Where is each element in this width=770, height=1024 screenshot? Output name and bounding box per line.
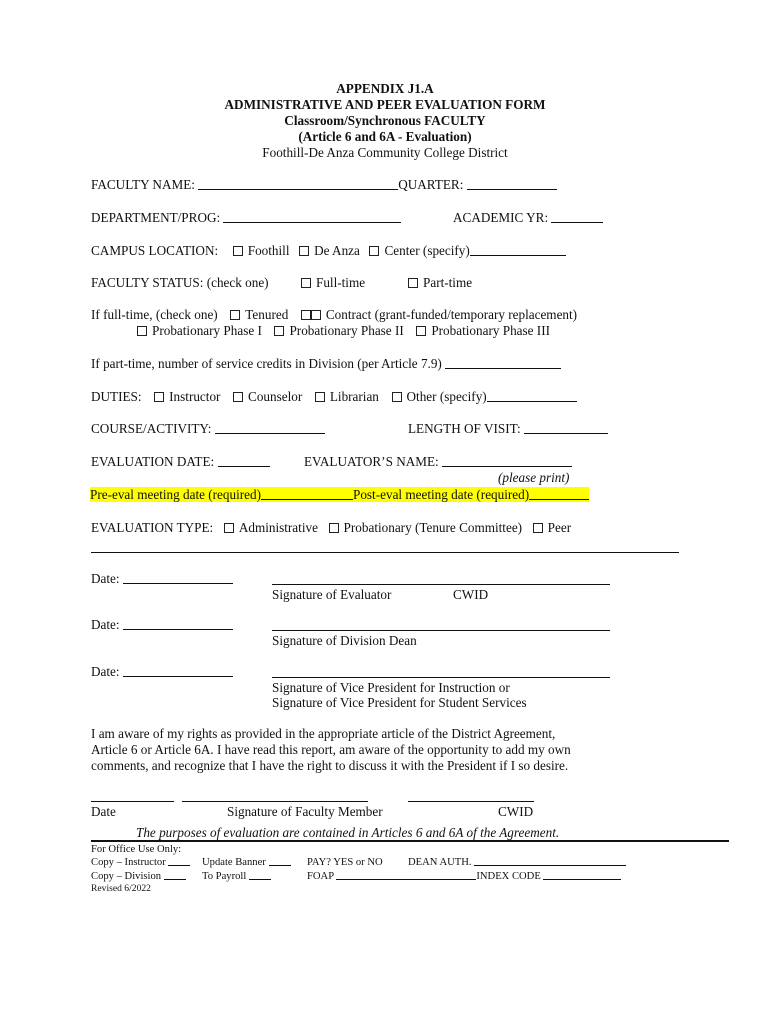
probationary-options-row	[137, 323, 550, 339]
to-payroll-field[interactable]	[249, 870, 271, 880]
vp-date-field[interactable]	[123, 665, 233, 677]
dean-auth-row	[408, 856, 626, 869]
ft-prob1-label: Probationary Phase I	[152, 323, 262, 338]
form-article: (Article 6 and 6A - Evaluation)	[298, 129, 472, 144]
dean-date-row	[91, 617, 233, 633]
dean-date-field[interactable]	[123, 618, 233, 630]
parttime-row	[91, 356, 561, 372]
campus-center-field[interactable]	[470, 244, 566, 256]
vp-signature-line[interactable]	[272, 677, 610, 678]
campus-foothill-label: Foothill	[247, 243, 290, 258]
evaluation-type-label: EVALUATION TYPE:	[91, 520, 214, 535]
copy-division-field[interactable]	[164, 870, 186, 880]
evaluation-type-row	[91, 520, 571, 536]
course-activity-row	[91, 421, 325, 437]
evaluator-signature-line[interactable]	[272, 584, 610, 585]
type-admin-checkbox[interactable]	[224, 523, 234, 533]
update-banner-field[interactable]	[269, 856, 291, 866]
index-code-field[interactable]	[543, 870, 621, 880]
type-peer-label: Peer	[547, 520, 572, 535]
department-row	[91, 210, 401, 226]
duty-instructor-checkbox[interactable]	[154, 392, 164, 402]
section-divider	[91, 552, 679, 553]
ft-contract-checkbox-extra	[311, 310, 321, 320]
to-payroll-row	[202, 870, 271, 883]
post-eval-label: Post-eval meeting date (required)	[353, 487, 530, 502]
status-fulltime-label: Full-time	[316, 275, 366, 290]
vp-student-label: Signature of Vice President for Student Services	[272, 695, 527, 710]
duties-row	[91, 389, 577, 405]
form-subtitle: Classroom/Synchronous FACULTY	[284, 113, 486, 128]
campus-location-row	[91, 243, 566, 259]
evaluator-date-row	[91, 571, 233, 587]
type-prob-checkbox[interactable]	[329, 523, 339, 533]
if-parttime-label: If part-time, number of service credits in Division (per Article 7.9)	[91, 356, 442, 371]
form-title: ADMINISTRATIVE AND PEER EVALUATION FORM	[224, 97, 546, 112]
ft-contract-checkbox[interactable]	[301, 310, 311, 320]
evaluation-date-label: EVALUATION DATE:	[91, 454, 215, 469]
duty-other-label: Other (specify)	[406, 389, 487, 404]
acknowledgement-line-1: I am aware of my rights as provided in the appropriate article of the District Agreement,	[91, 726, 556, 741]
purpose-note: The purposes of evaluation are contained in Articles 6 and 6A of the Agreement.	[136, 825, 560, 840]
academic-yr-label: ACADEMIC YR:	[453, 210, 549, 225]
status-parttime-label: Part-time	[423, 275, 473, 290]
foap-label: FOAP	[307, 871, 334, 882]
vp-instruction-label: Signature of Vice President for Instruction or	[272, 680, 510, 695]
to-payroll-label: To Payroll	[202, 871, 247, 882]
faculty-date-line[interactable]	[91, 801, 174, 802]
faculty-name-field[interactable]	[198, 178, 398, 190]
vp-date-row	[91, 664, 233, 680]
type-prob-label: Probationary (Tenure Committee)	[343, 520, 523, 535]
fulltime-options-row	[91, 307, 577, 323]
bottom-rule	[91, 840, 729, 842]
vp-date-label: Date:	[91, 664, 120, 679]
duty-other-field[interactable]	[487, 390, 577, 402]
duty-counselor-label: Counselor	[248, 389, 303, 404]
evaluator-name-row	[304, 454, 572, 470]
ft-prob1-checkbox[interactable]	[137, 326, 147, 336]
academic-yr-row	[453, 210, 603, 226]
campus-deanza-checkbox[interactable]	[299, 246, 309, 256]
duties-label: DUTIES:	[91, 389, 142, 404]
faculty-status-label: FACULTY STATUS: (check one)	[91, 275, 269, 290]
evaluator-date-label: Date:	[91, 571, 120, 586]
copy-division-label: Copy – Division	[91, 871, 162, 882]
if-fulltime-label: If full-time, (check one)	[91, 307, 218, 322]
campus-center-checkbox[interactable]	[369, 246, 379, 256]
evaluation-date-row	[91, 454, 270, 470]
department-label: DEPARTMENT/PROG:	[91, 210, 221, 225]
course-activity-field[interactable]	[215, 422, 325, 434]
duty-instructor-label: Instructor	[169, 389, 221, 404]
ft-prob2-label: Probationary Phase II	[289, 323, 404, 338]
length-of-visit-label: LENGTH OF VISIT:	[408, 421, 521, 436]
course-activity-label: COURSE/ACTIVITY:	[91, 421, 212, 436]
dean-auth-label: DEAN AUTH.	[408, 857, 472, 868]
pay-label: PAY? YES or NO	[307, 857, 383, 868]
evaluator-signature-label: Signature of Evaluator	[272, 587, 392, 602]
faculty-name-label: FACULTY NAME:	[91, 177, 195, 192]
duty-counselor-checkbox[interactable]	[233, 392, 243, 402]
ft-tenured-label: Tenured	[245, 307, 289, 322]
service-credits-field[interactable]	[445, 357, 561, 369]
evaluator-name-field[interactable]	[442, 455, 572, 467]
office-use-title: For Office Use Only:	[91, 844, 182, 855]
dean-signature-label: Signature of Division Dean	[272, 633, 417, 648]
acknowledgement-line-2: Article 6 or Article 6A. I have read this report, am aware of the opportunity to add my own	[91, 742, 571, 757]
type-admin-label: Administrative	[238, 520, 318, 535]
length-of-visit-row	[408, 421, 608, 437]
faculty-signature-line[interactable]	[182, 801, 368, 802]
faculty-signature-label: Signature of Faculty Member	[227, 804, 383, 819]
ft-prob2-checkbox[interactable]	[274, 326, 284, 336]
revised-date: Revised 6/2022	[91, 883, 151, 894]
duty-librarian-label: Librarian	[329, 389, 379, 404]
evaluation-date-field[interactable]	[218, 455, 270, 467]
quarter-label: QUARTER:	[398, 177, 464, 192]
campus-foothill-checkbox[interactable]	[233, 246, 243, 256]
foap-row	[307, 870, 621, 883]
district-name: Foothill-De Anza Community College District	[262, 145, 508, 160]
pre-eval-label: Pre-eval meeting date (required)	[90, 487, 261, 502]
campus-center-label: Center (specify)	[384, 243, 470, 258]
status-fulltime-option	[301, 275, 365, 291]
appendix-title: APPENDIX J1.A	[336, 81, 434, 96]
faculty-name-row	[91, 177, 557, 193]
dean-date-label: Date:	[91, 617, 120, 632]
faculty-date-label: Date	[91, 804, 116, 819]
department-field[interactable]	[223, 211, 401, 223]
please-print-note: (please print)	[498, 470, 570, 485]
ft-tenured-checkbox[interactable]	[230, 310, 240, 320]
dean-auth-field[interactable]	[474, 856, 626, 866]
copy-instructor-field[interactable]	[168, 856, 190, 866]
foap-field[interactable]	[336, 870, 476, 880]
copy-instructor-label: Copy – Instructor	[91, 857, 166, 868]
type-peer-checkbox[interactable]	[533, 523, 543, 533]
post-eval-field[interactable]	[529, 488, 589, 500]
faculty-cwid-label: CWID	[498, 804, 534, 819]
evaluator-date-field[interactable]	[123, 572, 233, 584]
ft-prob3-label: Probationary Phase III	[431, 323, 550, 338]
academic-yr-field[interactable]	[551, 211, 603, 223]
pre-eval-field[interactable]	[261, 488, 353, 500]
duty-other-checkbox[interactable]	[392, 392, 402, 402]
ft-prob3-checkbox[interactable]	[416, 326, 426, 336]
quarter-field[interactable]	[467, 178, 557, 190]
update-banner-row	[202, 856, 291, 869]
evaluator-cwid-label: CWID	[453, 587, 489, 602]
status-parttime-option	[408, 275, 472, 291]
dean-signature-line[interactable]	[272, 630, 610, 631]
meeting-dates-row	[90, 487, 589, 503]
copy-division-row	[91, 870, 186, 883]
campus-deanza-label: De Anza	[314, 243, 360, 258]
index-code-label: INDEX CODE	[476, 871, 541, 882]
duty-librarian-checkbox[interactable]	[315, 392, 325, 402]
length-of-visit-field[interactable]	[524, 422, 608, 434]
status-parttime-checkbox[interactable]	[408, 278, 418, 288]
update-banner-label: Update Banner	[202, 857, 266, 868]
evaluator-name-label: EVALUATOR’S NAME:	[304, 454, 439, 469]
faculty-cwid-line[interactable]	[408, 801, 534, 802]
status-fulltime-checkbox[interactable]	[301, 278, 311, 288]
ft-contract-label: Contract (grant-funded/temporary replacement)	[325, 307, 578, 322]
acknowledgement-line-3: comments, and recognize that I have the right to discuss it with the President if I so desire.	[91, 758, 569, 773]
copy-instructor-row	[91, 856, 190, 869]
campus-location-label: CAMPUS LOCATION:	[91, 243, 219, 258]
